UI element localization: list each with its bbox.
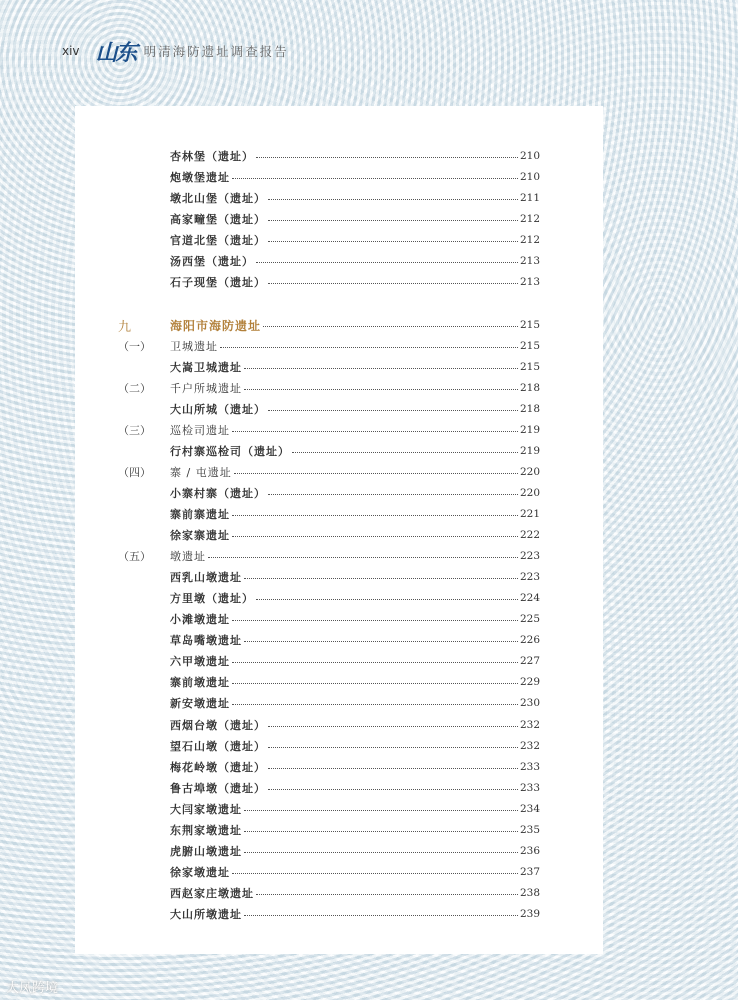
page-number: xiv	[62, 44, 80, 58]
toc-title: 小滩墩遗址	[170, 613, 230, 626]
toc-title: 墩遗址	[170, 550, 206, 563]
toc-title: 徐家寨遗址	[170, 529, 230, 542]
toc-title: 官道北堡（遗址）	[170, 234, 266, 247]
dot-leader	[268, 282, 518, 284]
toc-entry-row	[118, 231, 540, 249]
dot-leader	[268, 409, 518, 411]
toc-title: 寨前墩遗址	[170, 676, 230, 689]
toc-entry-row	[118, 737, 540, 755]
toc-page-number: 210	[519, 171, 540, 183]
dot-leader	[244, 809, 518, 811]
toc-page-number: 233	[519, 782, 540, 794]
toc-title: 梅花岭墩（遗址）	[170, 761, 266, 774]
toc-page-number: 227	[519, 655, 540, 667]
toc-page-number: 236	[519, 845, 540, 857]
toc-page-number: 212	[519, 234, 540, 246]
toc-page-number: 230	[519, 697, 540, 709]
toc-section-row	[118, 463, 540, 481]
toc-entry-row	[118, 821, 540, 839]
toc-title: 寨 / 屯遗址	[170, 466, 232, 479]
toc-chapter-row	[118, 316, 540, 334]
toc-entry-row	[118, 842, 540, 860]
toc-title: 千户所城遗址	[170, 382, 242, 395]
toc-entry-row	[118, 526, 540, 544]
toc-page-number: 237	[519, 866, 540, 878]
toc-title: 草岛嘴墩遗址	[170, 634, 242, 647]
dot-leader	[232, 682, 518, 684]
toc-section-row	[118, 547, 540, 565]
dot-leader	[232, 430, 518, 432]
toc-title: 西赵家庄墩遗址	[170, 887, 254, 900]
toc-page-number: 232	[519, 719, 540, 731]
toc-entry-row	[118, 168, 540, 186]
toc-page-number: 218	[519, 382, 540, 394]
toc-entry-row	[118, 273, 540, 291]
toc-title: 高家疃堡（遗址）	[170, 213, 266, 226]
toc-title: 海阳市海防遗址	[170, 318, 262, 333]
toc-entry-row	[118, 358, 540, 376]
toc-page-number: 239	[519, 908, 540, 920]
toc-title: 大山所城（遗址）	[170, 403, 266, 416]
toc-entry-row	[118, 779, 540, 797]
dot-leader	[232, 514, 518, 516]
toc-title: 鲁古埠墩（遗址）	[170, 782, 266, 795]
dot-leader	[292, 451, 518, 453]
toc-entry-row	[118, 505, 540, 523]
dot-leader	[244, 367, 518, 369]
toc-page-number: 210	[519, 150, 540, 162]
toc-page-number: 215	[519, 361, 540, 373]
dot-leader	[268, 767, 518, 769]
toc-title: 炮墩堡遗址	[170, 171, 230, 184]
dot-leader	[208, 556, 518, 558]
toc-page-number: 211	[519, 192, 540, 204]
toc-page-number: 212	[519, 213, 540, 225]
toc-entry-row	[118, 589, 540, 607]
toc-title: 大山所墩遗址	[170, 908, 242, 921]
toc-title: 望石山墩（遗址）	[170, 740, 266, 753]
toc-entry-row	[118, 800, 540, 818]
toc-number: （三）	[118, 424, 151, 437]
toc-page-number: 233	[519, 761, 540, 773]
toc-entry-row	[118, 716, 540, 734]
toc-title: 新安墩遗址	[170, 697, 230, 710]
dot-leader	[232, 535, 518, 537]
dot-leader	[268, 788, 518, 790]
toc-entry-row	[118, 631, 540, 649]
dot-leader	[268, 240, 518, 242]
dot-leader	[232, 661, 518, 663]
toc-entry-row	[118, 252, 540, 270]
dot-leader	[268, 493, 518, 495]
toc-entry-row	[118, 905, 540, 923]
toc-page-number: 232	[519, 740, 540, 752]
dot-leader	[268, 746, 518, 748]
toc-title: 大嵩卫城遗址	[170, 361, 242, 374]
toc-title: 虎腑山墩遗址	[170, 845, 242, 858]
toc-entry-row	[118, 758, 540, 776]
toc-page-number: 223	[519, 571, 540, 583]
toc-page-number: 234	[519, 803, 540, 815]
toc-entry-row	[118, 863, 540, 881]
dot-leader	[263, 325, 518, 327]
toc-entry-row	[118, 442, 540, 460]
dot-leader	[234, 472, 518, 474]
dot-leader	[244, 851, 518, 853]
dot-leader	[256, 261, 518, 263]
toc-title: 方里墩（遗址）	[170, 592, 254, 605]
toc-page-number: 224	[519, 592, 540, 604]
toc-page-number: 220	[519, 487, 540, 499]
dot-leader	[268, 198, 518, 200]
toc-entry-row	[118, 400, 540, 418]
toc-section-row	[118, 421, 540, 439]
toc-number: （五）	[118, 550, 151, 563]
toc-page-number: 219	[519, 445, 540, 457]
toc-entry-row	[118, 673, 540, 691]
dot-leader	[232, 872, 518, 874]
toc-title: 墩北山堡（遗址）	[170, 192, 266, 205]
toc-entry-row	[118, 147, 540, 165]
toc-entry-row	[118, 884, 540, 902]
toc-page-number: 226	[519, 634, 540, 646]
toc-page-number: 229	[519, 676, 540, 688]
toc-title: 行村寨巡检司（遗址）	[170, 445, 290, 458]
toc-entry-row	[118, 610, 540, 628]
dot-leader	[244, 388, 518, 390]
toc-page-number: 213	[519, 276, 540, 288]
toc-page-number: 225	[519, 613, 540, 625]
toc-page-number: 238	[519, 887, 540, 899]
toc-title: 西乳山墩遗址	[170, 571, 242, 584]
toc-section-row	[118, 379, 540, 397]
dot-leader	[268, 725, 518, 727]
toc-entry-row	[118, 694, 540, 712]
toc-entry-row	[118, 189, 540, 207]
toc-number: （一）	[118, 340, 151, 353]
toc-page-number: 222	[519, 529, 540, 541]
toc-title: 东荆家墩遗址	[170, 824, 242, 837]
toc-page-number: 235	[519, 824, 540, 836]
toc-entry-row	[118, 568, 540, 586]
toc-title: 石子现堡（遗址）	[170, 276, 266, 289]
dot-leader	[256, 598, 518, 600]
toc-number: （四）	[118, 466, 151, 479]
toc-page-number: 221	[519, 508, 540, 520]
shandong-logo: 山东	[95, 39, 136, 66]
dot-leader	[244, 830, 518, 832]
toc-entry-row	[118, 652, 540, 670]
watermark: 大凤跨境	[6, 981, 59, 996]
toc-title: 寨前寨遗址	[170, 508, 230, 521]
toc-title: 大闫家墩遗址	[170, 803, 242, 816]
toc-title: 小寨村寨（遗址）	[170, 487, 266, 500]
toc-entry-row	[118, 210, 540, 228]
dot-leader	[244, 640, 518, 642]
report-title: 明清海防遗址调查报告	[143, 44, 289, 59]
toc-page-number: 215	[519, 319, 540, 331]
toc-entry-row	[118, 484, 540, 502]
dot-leader	[244, 914, 518, 916]
toc-title: 六甲墩遗址	[170, 655, 230, 668]
toc-number: 九	[118, 319, 132, 335]
page-header	[62, 38, 289, 64]
toc-page-number: 213	[519, 255, 540, 267]
toc-page-number: 223	[519, 550, 540, 562]
toc-title: 杏林堡（遗址）	[170, 150, 254, 163]
dot-leader	[256, 156, 518, 158]
toc-title: 汤西堡（遗址）	[170, 255, 254, 268]
toc-section-row	[118, 337, 540, 355]
toc-title: 卫城遗址	[170, 340, 218, 353]
toc-page-number: 218	[519, 403, 540, 415]
toc-page-number: 215	[519, 340, 540, 352]
toc-page-number: 220	[519, 466, 540, 478]
toc-page-number: 219	[519, 424, 540, 436]
toc-title: 巡检司遗址	[170, 424, 230, 437]
dot-leader	[232, 619, 518, 621]
dot-leader	[268, 219, 518, 221]
dot-leader	[220, 346, 518, 348]
dot-leader	[232, 177, 518, 179]
toc-title: 西烟台墩（遗址）	[170, 719, 266, 732]
dot-leader	[256, 893, 518, 895]
toc-title: 徐家墩遗址	[170, 866, 230, 879]
dot-leader	[232, 703, 518, 705]
dot-leader	[244, 577, 518, 579]
toc-number: （二）	[118, 382, 151, 395]
